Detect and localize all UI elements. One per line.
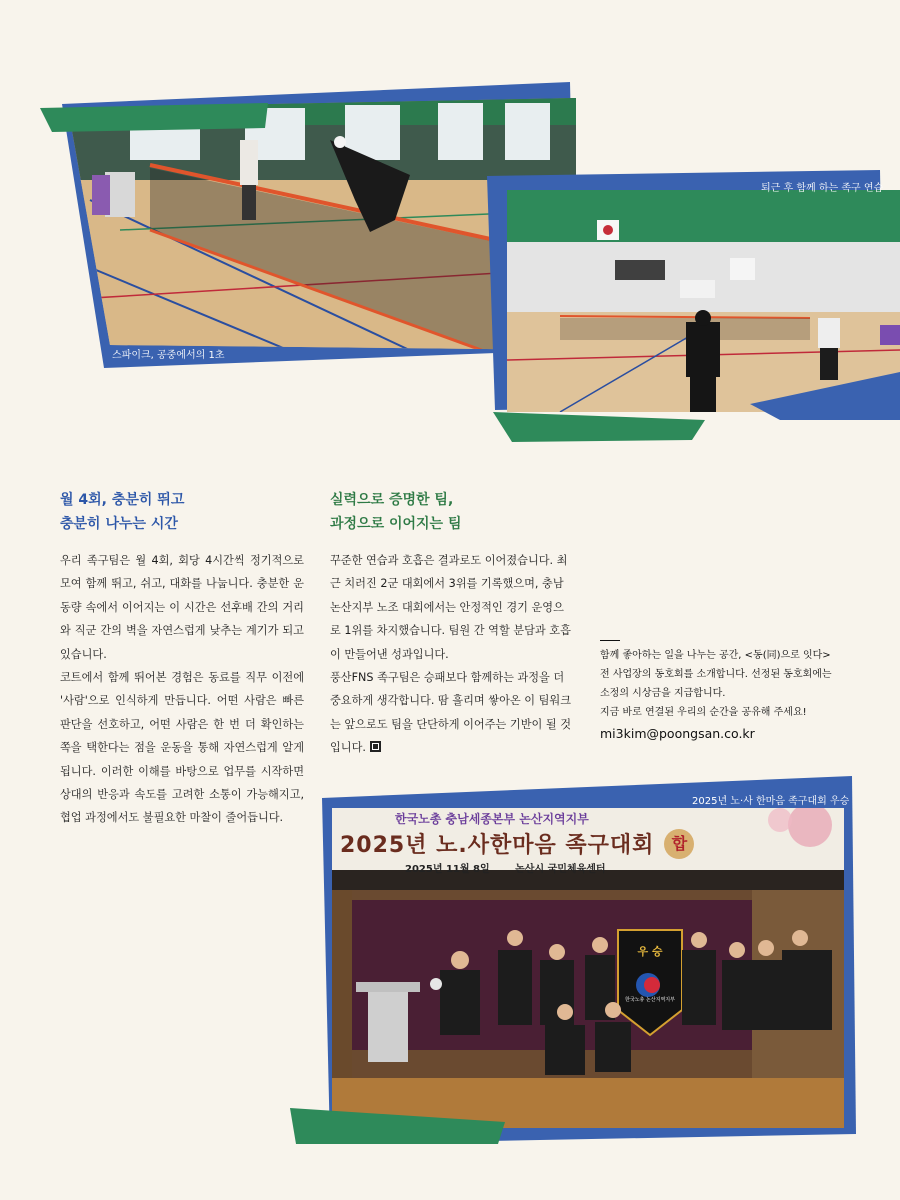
award-photo-caption: 2025년 노·사 한마음 족구대회 우승 [692, 796, 850, 807]
banner-place: 논산시 국민체육센터 [515, 864, 606, 875]
practice-photo-caption: 퇴근 후 함께 하는 족구 연습 [761, 183, 884, 194]
section1-heading-line2: 충분히 나누는 시간 [60, 516, 178, 532]
practice-photo [507, 190, 900, 412]
banner-organizer: 한국노총 충남세종본부 논산지역지부 [395, 812, 589, 826]
spike-green-band [40, 103, 268, 132]
banner-badge: 합 [664, 829, 694, 859]
top-photo-collage [0, 0, 900, 460]
banner-title: 2025년 노.사한마음 족구대회 [340, 833, 655, 858]
end-mark-icon [370, 741, 381, 752]
section1-heading-line1: 월 4회, 충분히 뛰고 [60, 492, 185, 508]
section1-body: 우리 족구팀은 월 4회, 회당 4시간씩 정기적으로 모여 함께 뛰고, 쉬고, 대화를 나눕니다. 충분한 운동량 속에서 이어지는 이 시간은 선후배 간의 거리와 직군 간의 벽을 자연스럽게 낮추는 계기가 되고 있습니다. 코트에서 함께 뛰어본 경험은 동료를 직무 이전에 '사람'으로 인식하게 만듭니다. 어떤 사람은 빠른 판단을 선호하고, 어떤 사람은 한 번 더 확인하는 쪽을 택한다는 점을 운동을 통해 자연스럽게 알게 됩니다. 이러한 이해를 바탕으로 업무를 시작하면 상대의 반응과 속도를 고려한 소통이 가능해지고, 협업 과정에서도 불필요한 마찰이 줄어듭니다. [60, 554, 304, 825]
award-banner [340, 810, 840, 875]
note-line3: 소정의 시상금을 지급합니다. [600, 688, 726, 699]
note-line1: 함께 좋아하는 일을 나누는 공간, <동(同)으로 잇다> [600, 650, 831, 661]
club-note [600, 640, 860, 746]
banner-date: 2025년 11월 8일 [405, 864, 490, 875]
section2-heading-line2: 과정으로 이어지는 팀 [330, 516, 462, 532]
section2-body: 꾸준한 연습과 호흡은 결과로도 이어졌습니다. 최근 치러진 2군 대회에서 3위를 기록했으며, 충남 논산지부 노조 대회에서는 안정적인 경기 운영으로 1위를 차지했습니다. 팀원 간 역할 분담과 호흡이 만들어낸 성과입니다. 풍산FNS 족구팀은 승패보다 함께하는 과정을 더 중요하게 생각합니다. 땀 흘리며 쌓아온 이 팀워크는 앞으로도 팀을 단단하게 이어주는 기반이 될 것입니다. [330, 554, 572, 755]
practice-green-band [493, 412, 705, 442]
section2-heading-line1: 실력으로 증명한 팀, [330, 492, 454, 508]
note-divider [600, 640, 620, 641]
section1-heading [60, 488, 184, 536]
spike-photo-caption: 스파이크, 공중에서의 1초 [112, 350, 225, 361]
note-email[interactable]: mi3kim@poongsan.co.kr [600, 726, 755, 741]
note-line2: 전 사업장의 동호회를 소개합니다. 선정된 동호회에는 [600, 669, 832, 680]
flag-subtitle: 한국노총 논산지역지부 [625, 997, 675, 1003]
flag-title: 우 승 [637, 945, 663, 958]
section2-body-wrap [330, 549, 574, 760]
section2-heading [330, 488, 461, 536]
note-line4: 지금 바로 연결된 우리의 순간을 공유해 주세요! [600, 707, 807, 718]
